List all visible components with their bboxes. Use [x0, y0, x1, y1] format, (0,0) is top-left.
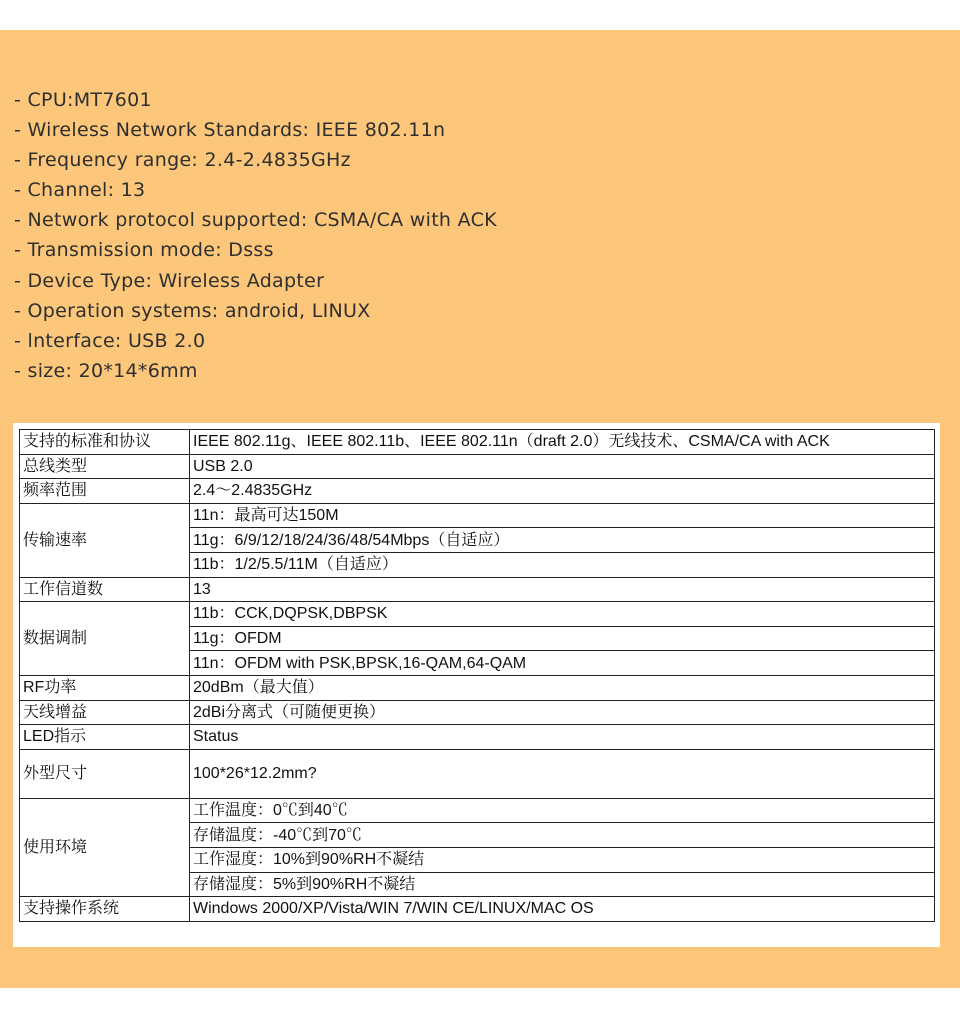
spec-item: - Wireless Network Standards: IEEE 802.11n — [14, 119, 446, 142]
table-row — [20, 897, 935, 922]
table-row — [20, 725, 935, 750]
spec-item: - Frequency range: 2.4-2.4835GHz — [14, 149, 351, 172]
row-value: 存储温度：-40℃到70℃ — [190, 823, 935, 848]
spec-table — [19, 429, 935, 922]
row-label: 数据调制 — [20, 602, 190, 676]
row-label: 外型尺寸 — [20, 749, 190, 798]
row-label: 工作信道数 — [20, 577, 190, 602]
row-label: 使用环境 — [20, 798, 190, 896]
row-value: 13 — [190, 577, 935, 602]
row-value: USB 2.0 — [190, 454, 935, 479]
table-row — [20, 700, 935, 725]
row-value: 11b：1/2/5.5/11M（自适应） — [190, 552, 935, 577]
table-row — [20, 602, 935, 627]
spec-item: - Network protocol supported: CSMA/CA with ACK — [14, 209, 497, 232]
row-value: 11n：OFDM with PSK,BPSK,16-QAM,64-QAM — [190, 651, 935, 676]
spec-item: - size: 20*14*6mm — [14, 359, 198, 382]
spec-item: - Device Type: Wireless Adapter — [14, 269, 325, 292]
row-value: Status — [190, 725, 935, 750]
row-value: IEEE 802.11g、IEEE 802.11b、IEEE 802.11n（draft 2.0）无线技术、CSMA/CA with ACK — [190, 430, 935, 455]
row-value: Windows 2000/XP/Vista/WIN 7/WIN CE/LINUX/MAC OS — [190, 897, 935, 922]
row-value: 11n：最高可达150M — [190, 503, 935, 528]
row-value: 工作湿度：10%到90%RH不凝结 — [190, 847, 935, 872]
row-value: 2.4～2.4835GHz — [190, 479, 935, 504]
spec-item: - lnterface: USB 2.0 — [14, 329, 206, 352]
spec-list — [14, 85, 497, 386]
table-row — [20, 798, 935, 823]
row-label: LED指示 — [20, 725, 190, 750]
table-row — [20, 454, 935, 479]
table-row — [20, 577, 935, 602]
spec-item: - CPU:MT7601 — [14, 89, 152, 111]
row-label: 天线增益 — [20, 700, 190, 725]
spec-item: - Channel: 13 — [14, 179, 146, 202]
row-label: 支持的标准和协议 — [20, 430, 190, 455]
table-row — [20, 430, 935, 455]
row-value: 存储湿度：5%到90%RH不凝结 — [190, 872, 935, 897]
table-row — [20, 479, 935, 504]
row-value: 2dBi分离式（可随便更换） — [190, 700, 935, 725]
row-value: 11g：6/9/12/18/24/36/48/54Mbps（自适应） — [190, 528, 935, 553]
table-row — [20, 503, 935, 528]
row-label: 总线类型 — [20, 454, 190, 479]
spec-item: - Operation systems: android, LINUX — [14, 299, 371, 322]
row-value: 工作温度：0℃到40℃ — [190, 798, 935, 823]
row-label: 传输速率 — [20, 503, 190, 577]
table-row — [20, 675, 935, 700]
spec-item: - Transmission mode: Dsss — [14, 239, 274, 262]
row-value: 100*26*12.2mm? — [190, 749, 935, 798]
row-value: 20dBm（最大值） — [190, 675, 935, 700]
table-row — [20, 749, 935, 798]
row-value: 11g：OFDM — [190, 626, 935, 651]
row-label: 支持操作系统 — [20, 897, 190, 922]
row-label: 频率范围 — [20, 479, 190, 504]
spec-table-card — [13, 423, 940, 947]
row-label: RF功率 — [20, 675, 190, 700]
row-value: 11b：CCK,DQPSK,DBPSK — [190, 602, 935, 627]
